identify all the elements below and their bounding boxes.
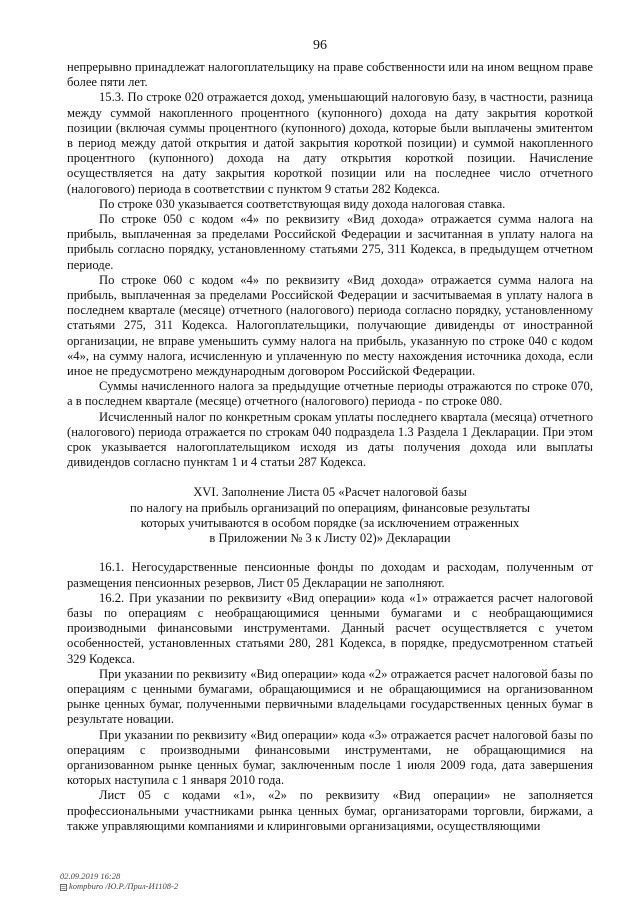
section-heading-line: которых учитываются в особом порядке (за исключением отраженных xyxy=(140,515,520,530)
page-number: 96 xyxy=(313,38,327,53)
paragraph: Суммы начисленного налога за предыдущие отчетные периоды отражаются по строке 070, а в последнем квартале (месяце) отчетного (налогового) периода - по строке 080. xyxy=(67,379,593,409)
footer xyxy=(60,871,178,891)
paragraph: 16.1. Негосударственные пенсионные фонды по доходам и расходам, полученным от размещения пенсионных резервов, Лист 05 Декларации не заполняют. xyxy=(67,560,593,590)
section-heading xyxy=(67,485,593,546)
section-heading-line: в Приложении № 3 к Листу 02)» Декларации xyxy=(209,531,451,546)
paragraph: При указании по реквизиту «Вид операции» кода «3» отражается расчет налоговой базы по операциям с производными финансовыми инструментами, не обращающимися на организованном рынке ценных бумаг, заключенным после 1 июля 2009 года, дата завершения которых наступила с 1 января 2010 года. xyxy=(67,727,593,788)
paragraph: По строке 050 с кодом «4» по реквизиту «Вид дохода» отражается сумма налога на прибыль, выплаченная за пределами Российской Федерации и засчитанная в уплату налога на прибыль согласно порядку, установленному статьями 275, 311 Кодекса, в предыдущем отчетном периоде. xyxy=(67,212,593,272)
footer-source-line xyxy=(60,881,178,891)
paragraph: По строке 060 с кодом «4» по реквизиту «Вид дохода» отражается сумма налога на прибыль, выплаченная за пределами Российской Федерации и засчитываемая в уплату налога в последнем квартале (месяце) отчетного (налогового) периода согласно порядку, установленному статьями 275, 311 Кодекса. Налогоплательщики, получающие дивиденды от иностранной организации, не вправе уменьшить сумму налога на прибыль, указанную по строке 040 с кодом «4», на сумму налога, исчисленную и уплаченную по месту нахождения источника дохода, если иное не предусмотрено международным договором Российской Федерации. xyxy=(67,272,593,379)
paragraph: Лист 05 с кодами «1», «2» по реквизиту «Вид операции» не заполняется профессиональными участниками рынка ценных бумаг, организаторами торговли, биржами, а также управляющими компаниями и клиринговыми организациями, осуществляющими xyxy=(67,788,593,833)
paragraph: 16.2. При указании по реквизиту «Вид операции» кода «1» отражается расчет налоговой базы по операциям с необращающимися ценными бумагами и с необращающимися производными финансовыми инструментами. Данный расчет осуществляется с учетом особенностей, установленных статьями 280, 281 Кодекса, в порядке, предусмотренном статьей 329 Кодекса. xyxy=(67,590,593,666)
paragraph: непрерывно принадлежат налогоплательщику на праве собственности или на ином вещном праве более пяти лет. xyxy=(67,60,593,90)
paragraph: Исчисленный налог по конкретным срокам уплаты последнего квартала (месяца) отчетного (налогового) периода отражается по строкам 040 подраздела 1.3 Раздела 1 Декларации. При этом срок указывается налогоплательщиком исходя из даты получения дохода или выплаты дивидендов согласно пунктам 1 и 4 статьи 287 Кодекса. xyxy=(67,409,593,470)
paragraph: При указании по реквизиту «Вид операции» кода «2» отражается расчет налоговой базы по операциям с ценными бумагами, обращающимися и не обращающимися на организованном рынке ценных бумаг, полученными первичными владельцами государственных ценных бумаг в результате новации. xyxy=(67,666,593,727)
document-body xyxy=(67,60,593,834)
paragraph: По строке 030 указывается соответствующая виду дохода налоговая ставка. xyxy=(99,196,506,211)
section-heading-line: XVI. Заполнение Листа 05 «Расчет налоговой базы xyxy=(193,485,467,500)
footer-source: kompburo /Ю.Р./Прил-И1108-2 xyxy=(69,881,179,891)
document-icon xyxy=(60,883,67,890)
paragraph: 15.3. По строке 020 отражается доход, уменьшающий налоговую базу, в частности, разница между суммой накопленного процентного (купонного) дохода на дату закрытия короткой позиции (включая суммы процентного (купонного) дохода, которые были выплачены эмитентом в период между датой открытия и датой закрытия короткой позиции) и суммой накопленного процентного (купонного) дохода на дату открытия короткой позиции. Начисление осуществляется на дату закрытия короткой позиции или на последнее число отчетного (налогового) периода в соответствии с пунктом 9 статьи 282 Кодекса. xyxy=(67,90,593,196)
footer-timestamp: 02.09.2019 16:28 xyxy=(60,871,121,881)
section-heading-line: по налогу на прибыль организаций по операциям, финансовые результаты xyxy=(129,500,531,515)
